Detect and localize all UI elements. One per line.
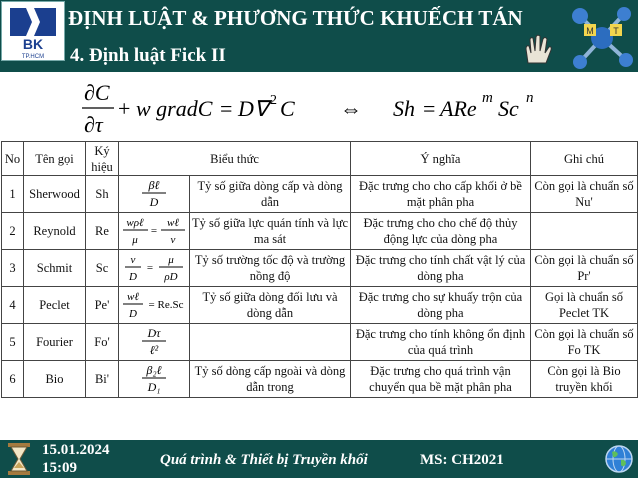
svg-text:D₁: D₁ [147,380,161,394]
row-note: Còn gọi là chuẩn số Fo TK [531,324,638,361]
svg-text:ν: ν [130,254,136,266]
dimensionless-numbers-table [1,141,638,398]
row-no: 4 [2,287,24,324]
svg-text:Dτ: Dτ [147,326,161,340]
table-row [2,176,638,213]
physical-meaning: Tỷ số trường tốc độ và trường nồng độ [194,253,346,283]
table-header-row [2,142,638,176]
footer-time: 15:09 [42,460,77,476]
table-row [2,361,638,398]
hourglass-icon [6,442,32,476]
physical-meaning: Tỷ số dòng cấp ngoài và dòng dẫn trong [194,364,346,394]
logo-icon [2,2,64,60]
svg-text:∂C: ∂C [84,80,110,105]
svg-text:∂τ: ∂τ [84,112,103,137]
hand-icon [520,33,556,69]
row-name: Bio [24,361,86,398]
svg-text:ℓ²: ℓ² [149,343,159,357]
molecule-icon [566,2,638,74]
logo-subtext: TP.HCM [21,54,45,60]
svg-text:n: n [526,90,534,106]
row-symbol: Bi' [86,361,119,398]
table-row [2,213,638,250]
svg-text:D∇: D∇ [238,96,269,121]
footer-datetime [42,441,110,477]
svg-text:βℓ: βℓ [148,178,160,192]
svg-text:+: + [118,96,131,121]
svg-text:=: = [150,225,158,237]
row-symbol: Pe' [86,287,119,324]
row-symbol: Re [86,213,119,250]
col-header-symbol: Ký hiệu [86,142,119,176]
svg-text:wℓ: wℓ [167,217,179,229]
col-header-no: No [2,142,24,176]
slide-subtitle: 4. Định luật Fick II [70,45,226,66]
course-name: Quá trình & Thiết bị Truyền khối [160,452,368,468]
col-header-note: Ghi chú [531,142,638,176]
svg-text:=: = [423,96,436,121]
row-significance: Đặc trưng cho tính chất vật lý của dòng pha [351,250,531,287]
svg-text:wρℓ: wρℓ [126,217,144,229]
row-significance: Đặc trưng cho cho chế độ thủy động lực của dòng pha [351,213,531,250]
expression-formula [119,361,190,397]
logo-text: BK [22,36,44,52]
svg-text:m: m [482,90,493,106]
svg-text:⇔: ⇔ [340,96,362,121]
row-name: Fourier [24,324,86,361]
col-header-name: Tên gọi [24,142,86,176]
expression-formula [119,287,190,323]
svg-text:μ: μ [168,254,174,266]
row-no: 2 [2,213,24,250]
svg-text:w gradC: w gradC [136,96,213,121]
svg-text:μ: μ [132,234,138,246]
molecule-letter-m: M [586,26,594,36]
fick-formula [78,78,598,140]
svg-text:Sh: Sh [393,96,415,121]
course-code: MS: CH2021 [420,452,504,468]
slide-title: ĐỊNH LUẬT & PHƯƠNG THỨC KHUẾCH TÁN [68,6,523,30]
row-name: Schmit [24,250,86,287]
row-note: Gọi là chuẩn số Peclet TK [531,287,638,324]
row-note: Còn gọi là chuẩn số Pr' [531,250,638,287]
svg-text:wℓ: wℓ [127,291,139,303]
footer-date: 15.01.2024 [42,442,110,458]
row-significance: Đặc trưng cho quá trình vận chuyển qua bề mặt phân pha [351,361,531,398]
svg-text:= Re.Sc: = Re.Sc [148,299,184,311]
svg-text:ARe: ARe [440,96,477,121]
svg-text:2: 2 [270,93,277,108]
svg-text:β₂ℓ: β₂ℓ [146,363,162,377]
row-significance: Đặc trưng cho tính không ổn định của quá trình [351,324,531,361]
col-header-meaning: Ý nghĩa [351,142,531,176]
svg-text:=: = [146,262,154,274]
expression-formula [119,250,190,286]
row-note [531,213,638,250]
svg-text:=: = [220,96,233,121]
row-name: Reynold [24,213,86,250]
expression-formula [119,324,190,360]
row-no: 6 [2,361,24,398]
physical-meaning: Tỷ số giữa dòng đối lưu và dòng dẫn [202,290,338,320]
row-no: 5 [2,324,24,361]
row-note: Còn gọi là Bio truyền khối [531,361,638,398]
physical-meaning: Tỷ số giữa dòng cấp và dòng dẫn [197,179,343,209]
svg-text:ν: ν [170,234,176,246]
col-header-expression: Biểu thức [119,142,351,176]
table-row [2,250,638,287]
row-symbol: Sc [86,250,119,287]
globe-icon [604,444,634,474]
molecule-letter-t: T [613,26,619,36]
svg-text:C: C [280,96,295,121]
row-no: 1 [2,176,24,213]
row-no: 3 [2,250,24,287]
svg-text:D: D [129,271,137,283]
university-logo [1,1,65,61]
svg-text:D: D [129,308,137,320]
row-significance: Đặc trưng cho sự khuấy trộn của dòng pha [351,287,531,324]
expression-formula [119,213,190,249]
svg-text:Sc: Sc [498,96,519,121]
physical-meaning: Tỷ số giữa lực quán tính và lực ma sát [191,216,349,246]
row-name: Sherwood [24,176,86,213]
row-symbol: Fo' [86,324,119,361]
expression-formula [119,176,190,212]
physical-meaning [190,324,350,360]
svg-text:ρD: ρD [164,271,178,283]
row-name: Peclet [24,287,86,324]
table-row [2,287,638,324]
row-symbol: Sh [86,176,119,213]
row-significance: Đặc trưng cho cho cấp khối ở bề mặt phân pha [351,176,531,213]
table-row [2,324,638,361]
row-note: Còn gọi là chuẩn số Nu' [531,176,638,213]
svg-text:D: D [149,195,159,209]
